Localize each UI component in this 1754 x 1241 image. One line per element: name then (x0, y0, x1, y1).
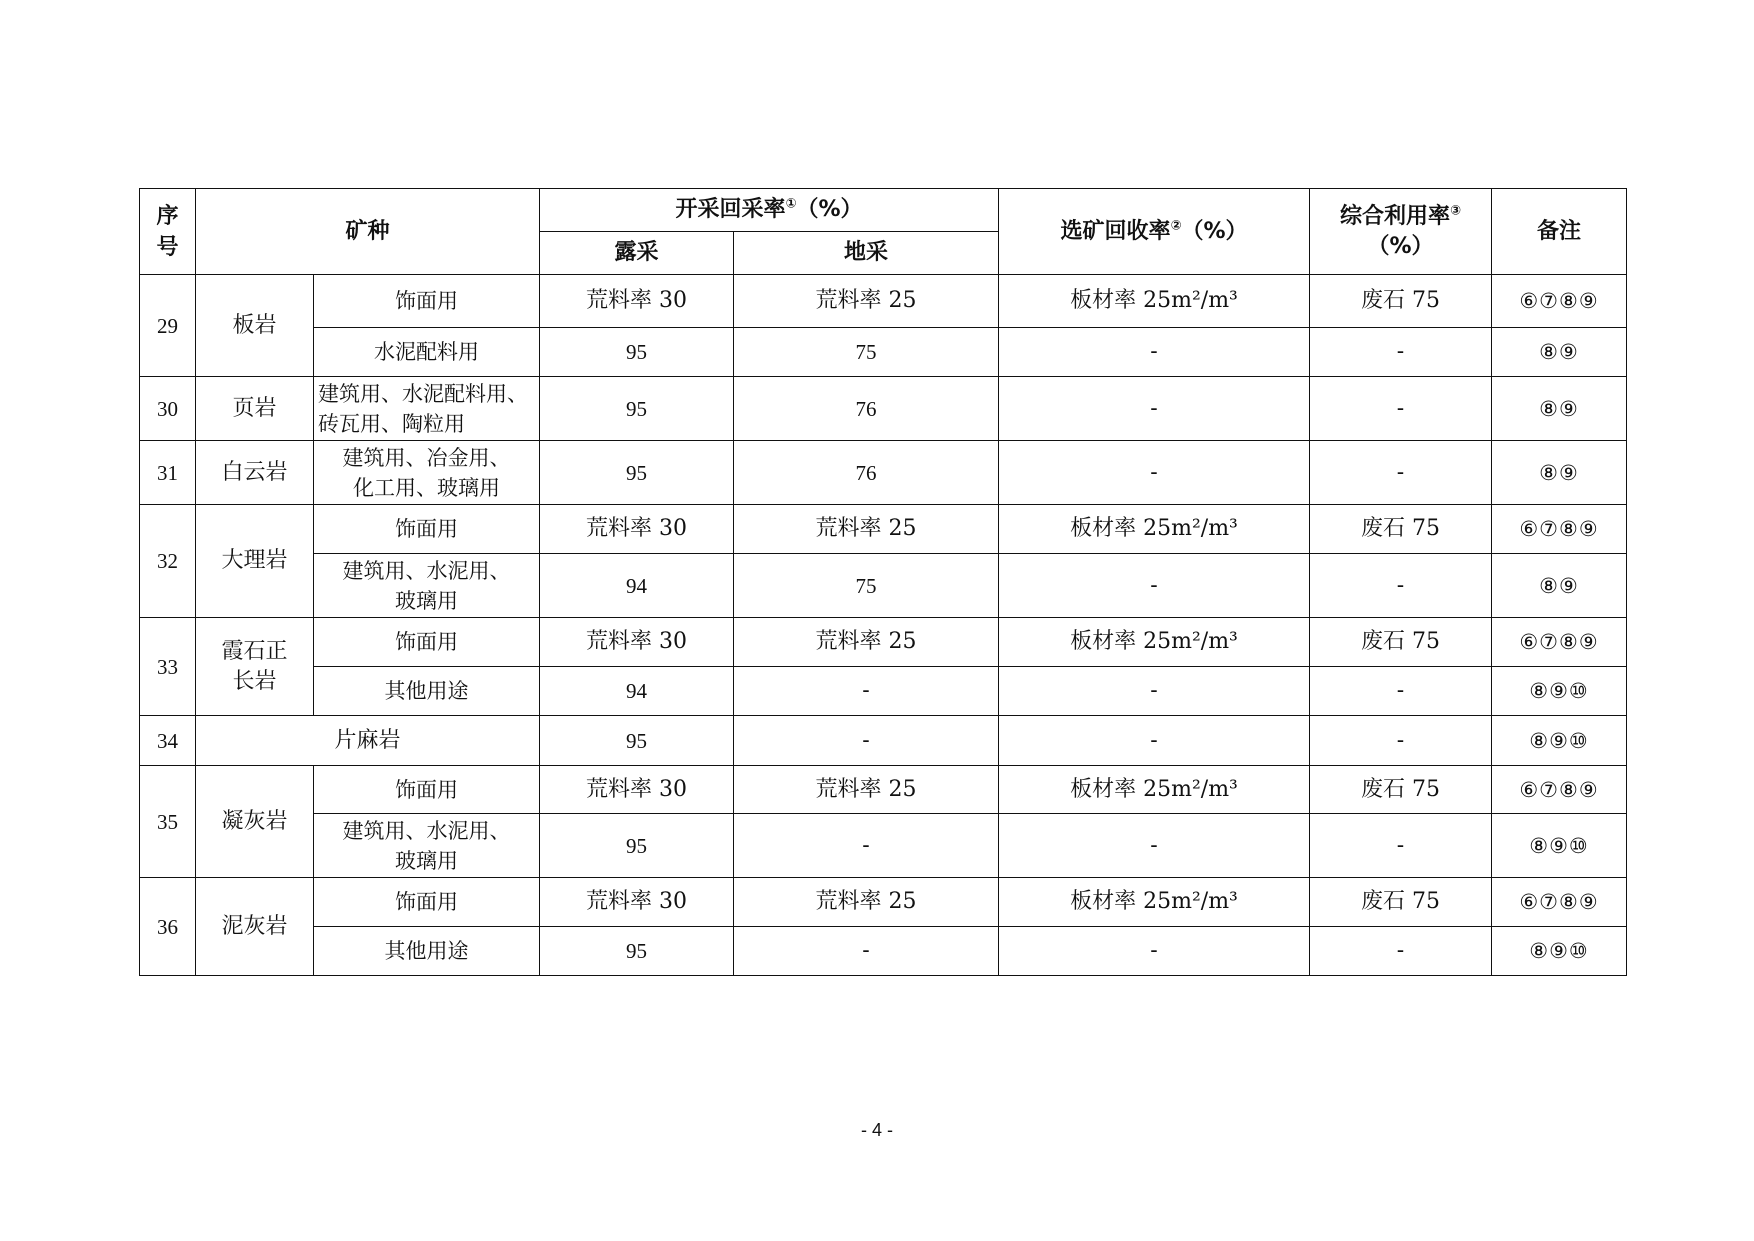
notes-cell: ⑥⑦⑧⑨ (1492, 878, 1627, 927)
seq-cell: 30 (140, 377, 196, 441)
header-mining-recovery-unit: （%） (796, 197, 863, 222)
open-pit-cell: 荒料率 30 (540, 766, 734, 814)
footnote-mark-2: ② (1170, 218, 1182, 234)
open-pit-cell: 荒料率 30 (540, 878, 734, 927)
use-line: 建筑用、水泥用、 (342, 818, 511, 843)
seq-cell: 32 (140, 505, 196, 618)
table-row (140, 716, 1627, 766)
open-pit-cell: 94 (540, 667, 734, 716)
dressing-cell: - (999, 927, 1310, 976)
use-cell (314, 814, 540, 878)
comprehensive-cell: - (1310, 554, 1492, 618)
dressing-cell: - (999, 667, 1310, 716)
header-comprehensive-use-text: 综合利用率 (1339, 203, 1450, 229)
open-pit-cell: 95 (540, 716, 734, 766)
mineral-cell (196, 618, 314, 716)
comprehensive-cell: - (1310, 927, 1492, 976)
header-seq-text: 序号 (156, 203, 179, 260)
use-cell: 其他用途 (314, 927, 540, 976)
open-pit-cell: 荒料率 30 (540, 618, 734, 667)
notes-cell: ⑥⑦⑧⑨ (1492, 505, 1627, 554)
notes-cell: ⑧⑨ (1492, 554, 1627, 618)
open-pit-cell: 94 (540, 554, 734, 618)
table-row (140, 878, 1627, 927)
table-row (140, 377, 1627, 441)
seq-cell: 33 (140, 618, 196, 716)
open-pit-cell: 95 (540, 441, 734, 505)
dressing-cell: - (999, 377, 1310, 441)
comprehensive-cell: - (1310, 667, 1492, 716)
underground-cell: 荒料率 25 (734, 878, 999, 927)
header-dressing-recovery-text: 选矿回收率 (1060, 218, 1171, 244)
notes-cell: ⑧⑨ (1492, 328, 1627, 377)
dressing-cell: 板材率 25m²/m³ (999, 766, 1310, 814)
comprehensive-cell: - (1310, 328, 1492, 377)
use-line: 建筑用、水泥配料用、 (318, 381, 528, 406)
comprehensive-cell: 废石 75 (1310, 505, 1492, 554)
open-pit-cell: 95 (540, 328, 734, 377)
underground-cell: 75 (734, 554, 999, 618)
mineral-line: 霞石正 (221, 638, 288, 664)
notes-cell: ⑥⑦⑧⑨ (1492, 275, 1627, 328)
footnote-mark-1: ① (785, 196, 797, 212)
table-row (140, 554, 1627, 618)
use-line: 砖瓦用、陶粒用 (318, 411, 465, 436)
use-cell (314, 554, 540, 618)
notes-cell: ⑧⑨⑩ (1492, 667, 1627, 716)
mineral-cell: 凝灰岩 (196, 766, 314, 878)
mineral-cell: 白云岩 (196, 441, 314, 505)
comprehensive-cell: - (1310, 814, 1492, 878)
use-cell (314, 441, 540, 505)
header-mining-recovery-text: 开采回采率 (675, 197, 786, 222)
table-row (140, 814, 1627, 878)
notes-cell: ⑥⑦⑧⑨ (1492, 618, 1627, 667)
use-cell: 饰面用 (314, 505, 540, 554)
notes-cell: ⑧⑨⑩ (1492, 716, 1627, 766)
use-cell: 饰面用 (314, 618, 540, 667)
underground-cell: 荒料率 25 (734, 275, 999, 328)
header-mining-recovery (540, 189, 999, 232)
header-underground: 地采 (734, 232, 999, 275)
use-line: 建筑用、水泥用、 (342, 558, 511, 583)
table-row (140, 667, 1627, 716)
underground-cell: 荒料率 25 (734, 766, 999, 814)
header-comprehensive-use-unit: （%） (1367, 233, 1434, 259)
underground-cell: - (734, 667, 999, 716)
notes-cell: ⑧⑨ (1492, 377, 1627, 441)
notes-cell: ⑧⑨ (1492, 441, 1627, 505)
use-cell: 饰面用 (314, 878, 540, 927)
dressing-cell: - (999, 328, 1310, 377)
comprehensive-cell: - (1310, 377, 1492, 441)
open-pit-cell: 95 (540, 927, 734, 976)
footnote-mark-3: ③ (1450, 203, 1462, 219)
seq-cell: 36 (140, 878, 196, 976)
seq-cell: 35 (140, 766, 196, 878)
notes-cell: ⑥⑦⑧⑨ (1492, 766, 1627, 814)
table-row (140, 328, 1627, 377)
dressing-cell: 板材率 25m²/m³ (999, 505, 1310, 554)
underground-cell: 76 (734, 441, 999, 505)
open-pit-cell: 荒料率 30 (540, 505, 734, 554)
comprehensive-cell: 废石 75 (1310, 275, 1492, 328)
dressing-cell: - (999, 441, 1310, 505)
use-cell (314, 377, 540, 441)
table-row (140, 618, 1627, 667)
open-pit-cell: 95 (540, 814, 734, 878)
underground-cell: 荒料率 25 (734, 618, 999, 667)
mineral-cell: 大理岩 (196, 505, 314, 618)
table-row (140, 505, 1627, 554)
use-line: 玻璃用 (395, 848, 458, 873)
seq-cell: 34 (140, 716, 196, 766)
underground-cell: - (734, 927, 999, 976)
underground-cell: 76 (734, 377, 999, 441)
mineral-cell: 泥灰岩 (196, 878, 314, 976)
mineral-cell: 片麻岩 (196, 716, 540, 766)
underground-cell: - (734, 814, 999, 878)
seq-cell: 31 (140, 441, 196, 505)
dressing-cell: - (999, 716, 1310, 766)
use-line: 建筑用、冶金用、 (342, 445, 511, 470)
dressing-cell: 板材率 25m²/m³ (999, 275, 1310, 328)
use-cell: 其他用途 (314, 667, 540, 716)
table-row (140, 766, 1627, 814)
use-cell: 饰面用 (314, 275, 540, 328)
header-dressing-recovery-unit: （%） (1181, 218, 1248, 244)
mineral-cell: 板岩 (196, 275, 314, 377)
table-row (140, 927, 1627, 976)
dressing-cell: 板材率 25m²/m³ (999, 878, 1310, 927)
header-comprehensive-use (1310, 189, 1492, 275)
comprehensive-cell: - (1310, 716, 1492, 766)
header-mineral: 矿种 (196, 189, 540, 275)
comprehensive-cell: 废石 75 (1310, 618, 1492, 667)
open-pit-cell: 荒料率 30 (540, 275, 734, 328)
underground-cell: 75 (734, 328, 999, 377)
underground-cell: 荒料率 25 (734, 505, 999, 554)
notes-cell: ⑧⑨⑩ (1492, 814, 1627, 878)
header-open-pit: 露采 (540, 232, 734, 275)
table-row (140, 275, 1627, 328)
mineral-recovery-table (139, 188, 1627, 976)
open-pit-cell: 95 (540, 377, 734, 441)
dressing-cell: - (999, 814, 1310, 878)
comprehensive-cell: 废石 75 (1310, 766, 1492, 814)
use-cell: 饰面用 (314, 766, 540, 814)
header-notes: 备注 (1492, 189, 1627, 275)
seq-cell: 29 (140, 275, 196, 377)
notes-cell: ⑧⑨⑩ (1492, 927, 1627, 976)
comprehensive-cell: 废石 75 (1310, 878, 1492, 927)
dressing-cell: 板材率 25m²/m³ (999, 618, 1310, 667)
use-line: 化工用、玻璃用 (353, 475, 500, 500)
table-row (140, 441, 1627, 505)
dressing-cell: - (999, 554, 1310, 618)
underground-cell: - (734, 716, 999, 766)
use-cell: 水泥配料用 (314, 328, 540, 377)
page-number: - 4 - (860, 1120, 893, 1140)
mineral-line: 长岩 (232, 668, 277, 694)
use-line: 玻璃用 (395, 588, 458, 613)
comprehensive-cell: - (1310, 441, 1492, 505)
header-seq (140, 189, 196, 275)
mineral-cell: 页岩 (196, 377, 314, 441)
header-dressing-recovery (999, 189, 1310, 275)
